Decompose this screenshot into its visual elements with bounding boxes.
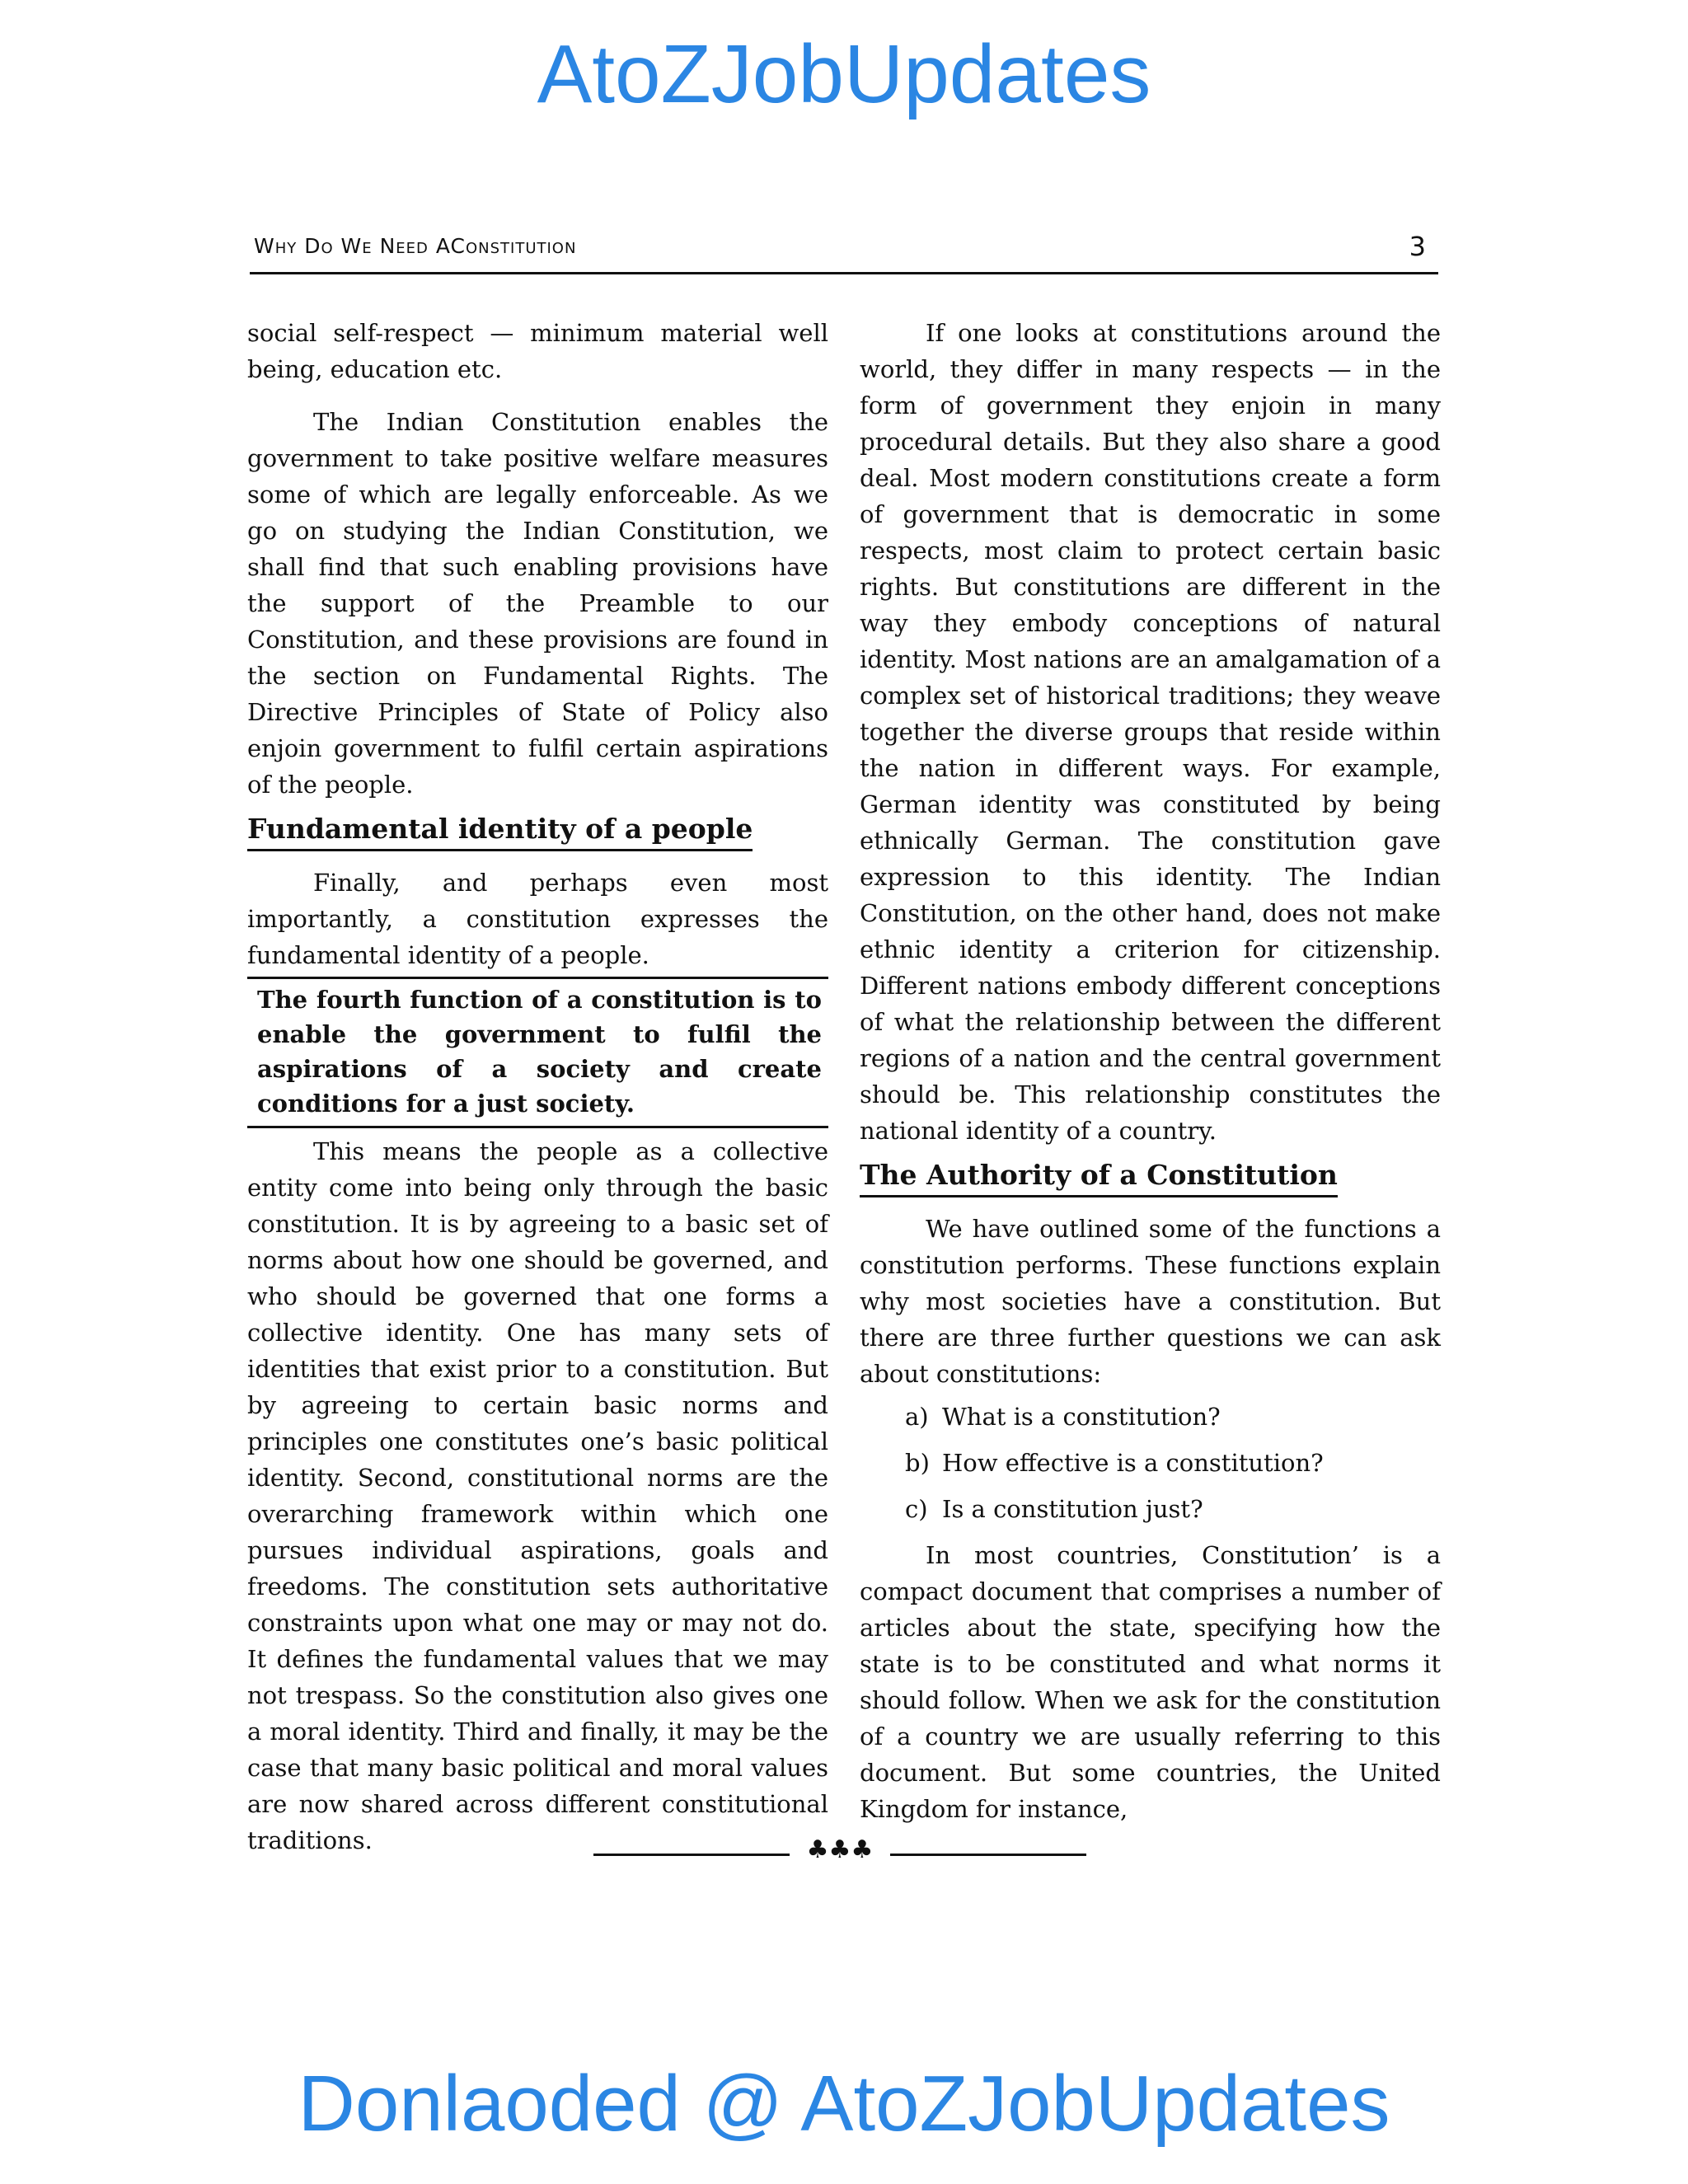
section-heading: The Authority of a Constitution bbox=[860, 1157, 1338, 1197]
running-title: Why Do We Need AConstitution bbox=[254, 234, 577, 258]
paragraph: We have outlined some of the functions a constitution performs. These functions explain why most societies have a constitution. But there are three further questions we can ask about constitutions: bbox=[860, 1215, 1441, 1388]
clubs-icon: ♣♣♣ bbox=[806, 1835, 874, 1864]
list-item bbox=[905, 1491, 1441, 1527]
page-number: 3 bbox=[1409, 231, 1426, 262]
paragraph: If one looks at constitutions around the world, they differ in many respects — in the form of government they enjoin in many procedural details. But they also share a good deal. Most modern constitutions create a form of government that is democratic in some respects, most claim to protect certain basic rights. But constitutions are different in the way they embody conceptions of natural identity. Most nations are an amalgamation of a complex set of historical traditions; they weave together the diverse groups that reside within the nation in different ways. For example, German identity was constituted by being ethnically German. The constitution gave expression to this identity. The Indian Constitution, on the other hand, does not make ethnic identity a criterion for citizenship. Different nations embody different conceptions of what the relationship between the different regions of a nation and the central government should be. This relationship constitutes the national identity of a country. bbox=[860, 319, 1441, 1145]
paragraph: This means the people as a collective entity come into being only through the basic constitution. It is by agreeing to a basic set of norms about how one should be governed, and who should be governed that one forms a collective identity. One has many sets of identities that exist prior to a constitution. But by agreeing to certain basic norms and principles one constitutes one’s basic political identity. Second, constitutional norms are the overarching framework within which one pursues individual aspirations, goals and freedoms. The constitution sets authoritative constraints upon what one may or may not do. It defines the fundamental values that we may not trespass. So the constitution also gives one a moral identity. Third and finally, it may be the case that many basic political and moral values are now shared across different constitutional traditions. bbox=[247, 1137, 828, 1854]
list-item-text: Is a constitution just? bbox=[942, 1495, 1203, 1523]
list-marker: b) bbox=[905, 1449, 930, 1477]
right-column bbox=[860, 315, 1441, 1827]
list-marker: a) bbox=[905, 1403, 929, 1431]
highlight-text: The fourth function of a constitution is to enable the government to fulfil the aspirations of a society and create conditions for a just society. bbox=[257, 986, 822, 1118]
running-header bbox=[250, 231, 1438, 274]
bottom-watermark: Donlaoded @ AtoZJobUpdates bbox=[298, 2060, 1390, 2148]
paragraph: In most countries, Constitution’ is a compact document that comprises a number of articles about the state, specifying how the state is to be constituted and what norms it should follow. When we ask for the constitution of a country we are usually referring to this document. But some countries, the United Kingdom for instance, bbox=[860, 1541, 1441, 1823]
list-item-text: What is a constitution? bbox=[942, 1403, 1221, 1431]
left-column bbox=[247, 315, 828, 1858]
divider bbox=[890, 1854, 1086, 1856]
list-item bbox=[905, 1399, 1441, 1435]
question-list bbox=[860, 1399, 1441, 1527]
highlight-box bbox=[247, 977, 828, 1128]
paragraph: Finally, and perhaps even most importantly, a constitution expresses the fundamental identity of a people. bbox=[247, 869, 828, 969]
section-end-ornament bbox=[593, 1834, 1086, 1867]
section-heading: Fundamental identity of a people bbox=[247, 811, 753, 851]
list-item-text: How effective is a constitution? bbox=[942, 1449, 1324, 1477]
paragraph: The Indian Constitution enables the government to take positive welfare measures some of which are legally enforceable. As we go on studying the Indian Constitution, we shall find that such enabling provisions have the support of the Preamble to our Constitution, and these provisions are found in the section on Fundamental Rights. The Directive Principles of State of Policy also enjoin government to fulfil certain aspirations of the people. bbox=[247, 408, 828, 799]
list-item bbox=[905, 1445, 1441, 1481]
top-watermark: AtoZJobUpdates bbox=[537, 28, 1151, 120]
paragraph: social self-respect — minimum material well being, education etc. bbox=[247, 319, 828, 383]
list-marker: c) bbox=[905, 1495, 928, 1523]
